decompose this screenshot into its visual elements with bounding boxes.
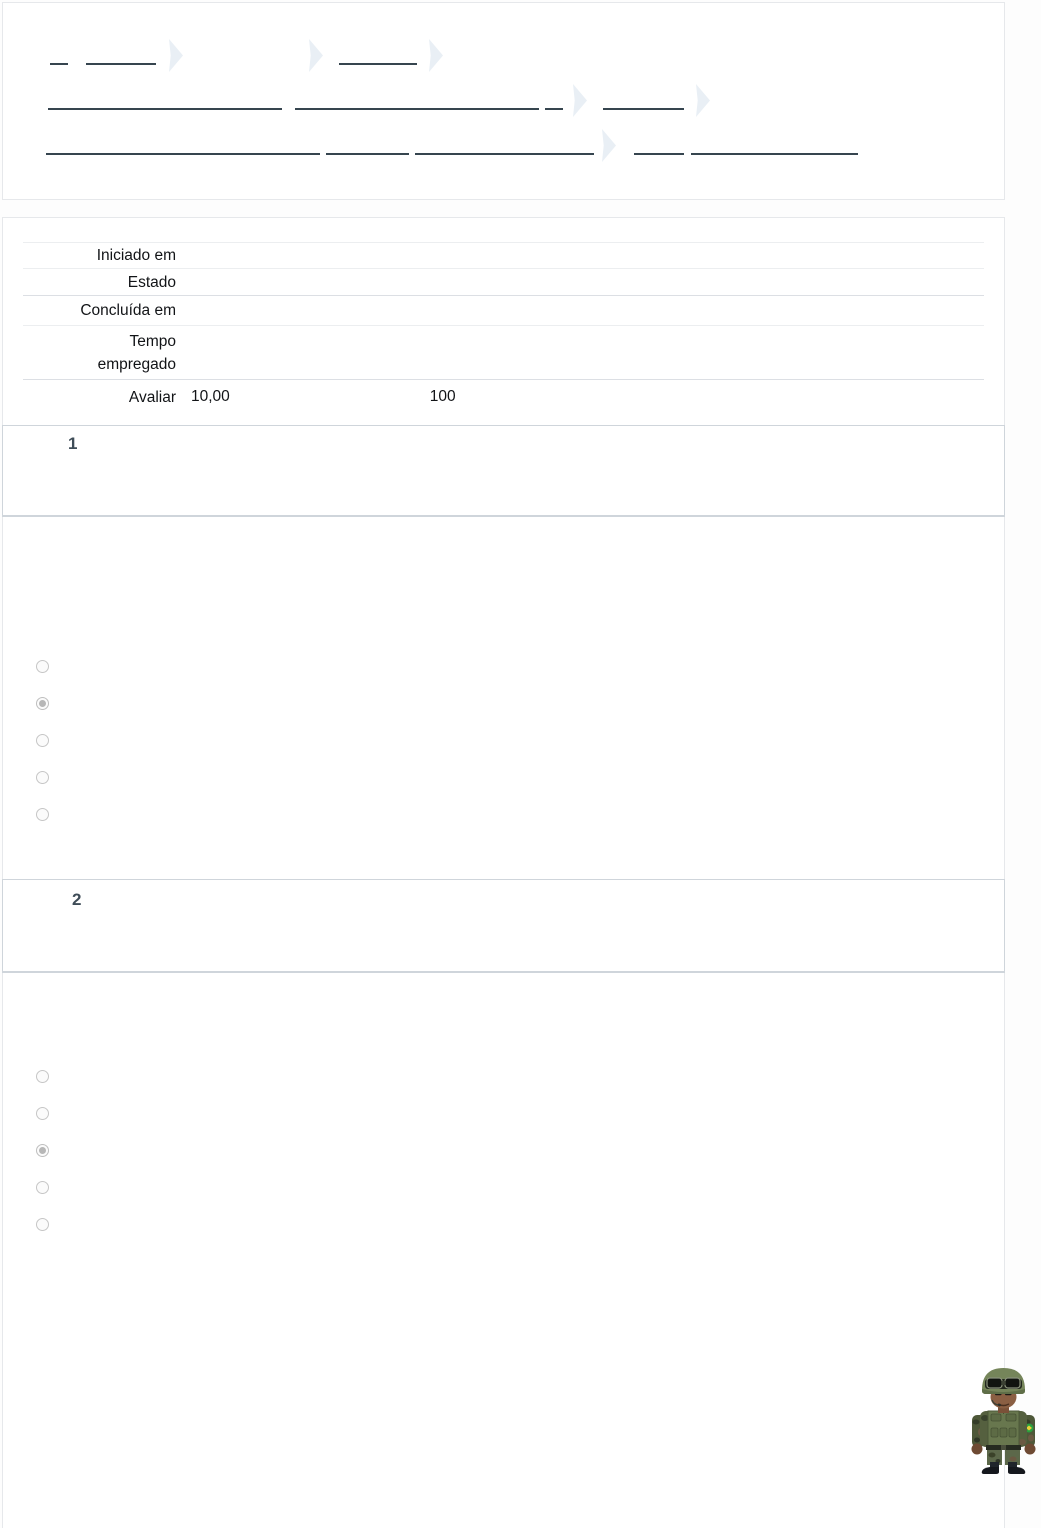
summary-label: Concluída em: [80, 302, 176, 319]
summary-row-started: [23, 242, 984, 268]
breadcrumb-panel: [2, 2, 1005, 200]
answer-radio[interactable]: [36, 1144, 49, 1157]
breadcrumb-link[interactable]: [48, 90, 282, 110]
question-1-options: [3, 660, 1004, 821]
answer-radio[interactable]: [36, 808, 49, 821]
grade-percent: 100: [429, 388, 456, 405]
grade-value: 10,00: [191, 388, 230, 405]
summary-row-time-taken: [23, 325, 984, 379]
chevron-right-icon: [602, 129, 616, 162]
attempt-summary-table: [23, 242, 984, 414]
breadcrumb-link[interactable]: [295, 90, 539, 110]
question-2-header-box: [2, 879, 1005, 973]
breadcrumb-link[interactable]: [691, 135, 858, 155]
question-2-options: [3, 1070, 1004, 1231]
summary-label: Iniciado em: [96, 247, 176, 264]
chevron-right-icon: [573, 84, 587, 117]
answer-radio[interactable]: [36, 734, 49, 747]
answer-radio[interactable]: [36, 771, 49, 784]
breadcrumb-link[interactable]: [86, 45, 156, 65]
answer-radio[interactable]: [36, 660, 49, 673]
chevron-right-icon: [169, 39, 183, 72]
summary-label: Estado: [127, 273, 176, 291]
answer-radio[interactable]: [36, 1070, 49, 1083]
breadcrumb-link[interactable]: [603, 90, 684, 110]
answer-radio[interactable]: [36, 1218, 49, 1231]
question-1-header-box: [2, 425, 1005, 517]
answer-radio[interactable]: [36, 697, 49, 710]
summary-row-grade: [23, 379, 984, 414]
question-number: 2: [72, 890, 82, 909]
answer-radio[interactable]: [36, 1107, 49, 1120]
breadcrumb-link[interactable]: [46, 135, 320, 155]
summary-label: Tempo empregado: [97, 332, 176, 373]
answer-radio[interactable]: [36, 1181, 49, 1194]
summary-row-state: [23, 268, 984, 295]
soldier-mascot: [965, 1352, 1041, 1475]
breadcrumb-link[interactable]: [545, 90, 563, 110]
summary-value: [176, 388, 456, 406]
quiz-review-panel: [2, 217, 1005, 1528]
breadcrumb-link[interactable]: [339, 45, 417, 65]
summary-row-completed: [23, 295, 984, 325]
question-number: 1: [68, 434, 78, 453]
summary-label: Avaliar: [128, 388, 176, 406]
chevron-right-icon: [696, 84, 710, 117]
breadcrumb-link[interactable]: [50, 45, 68, 65]
chevron-right-icon: [309, 39, 323, 72]
breadcrumb-link[interactable]: [326, 135, 409, 155]
chevron-right-icon: [429, 39, 443, 72]
breadcrumb-link[interactable]: [415, 135, 594, 155]
breadcrumb-link[interactable]: [634, 135, 684, 155]
